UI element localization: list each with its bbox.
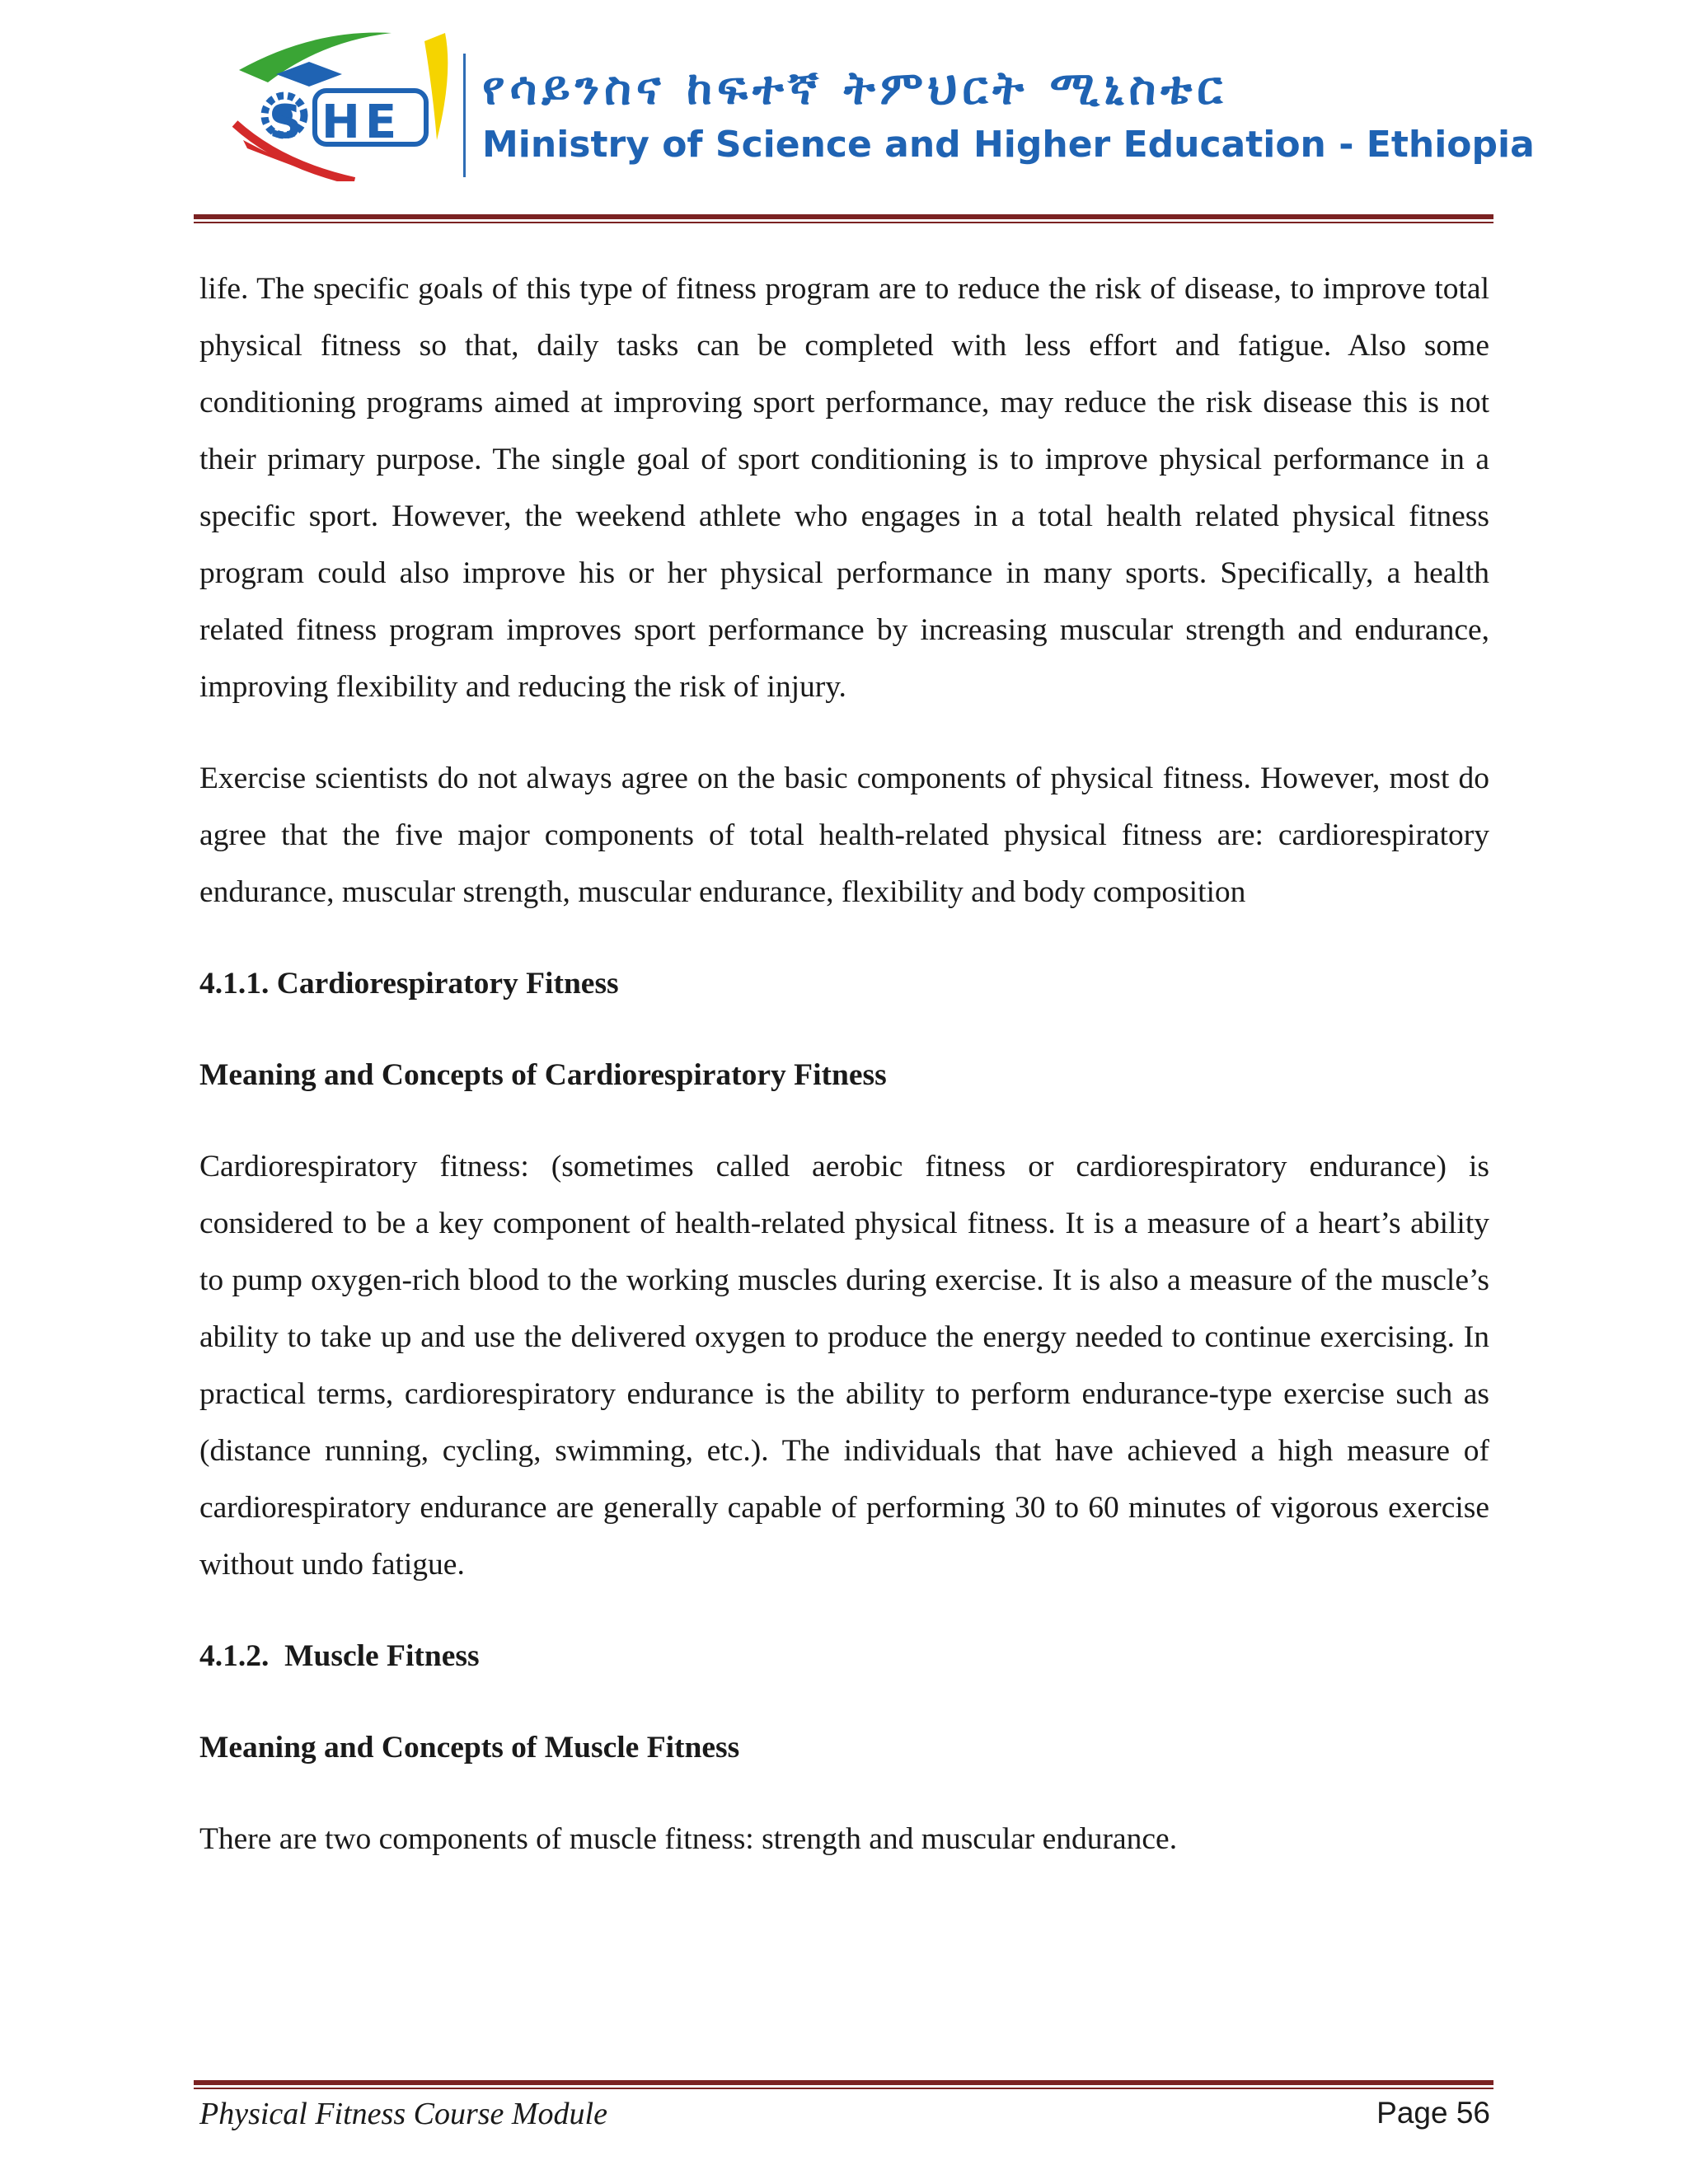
paragraph: life. The specific goals of this type of fitness program are to reduce the risk of disease, to improve total physical fitness so that, daily tasks can be completed with less effort and fatigue. Also some conditioning programs aimed at improving sport performance, may reduce the risk disease this is not their primary purpose. The single goal of sport conditioning is to improve physical performance in a specific sport. However, the weekend athlete who engages in a total health related physical fitness program could also improve his or her physical performance in many sports. Specifically, a health related fitness program improves sport performance by increasing muscular strength and endurance, improving flexibility and reducing the risk of injury. bbox=[199, 272, 1489, 704]
section-title: Cardiorespiratory Fitness bbox=[276, 967, 619, 1001]
ministry-logo bbox=[198, 25, 453, 181]
footer-rule bbox=[194, 2080, 1493, 2085]
subsection-heading: Meaning and Concepts of Cardiorespiratory Fitness bbox=[199, 1058, 887, 1092]
page-content bbox=[199, 260, 1489, 1868]
subsection-heading: Meaning and Concepts of Muscle Fitness bbox=[199, 1731, 740, 1765]
section-title: Muscle Fitness bbox=[284, 1639, 480, 1673]
header-rule bbox=[194, 214, 1493, 219]
paragraph: Exercise scientists do not always agree on the basic components of physical fitness. However, most do agree that the five major components of total health-related physical fitness are: cardiorespiratory endurance, muscular strength, muscular endurance, flexibility and body composition bbox=[199, 762, 1489, 909]
footer-rule-thin bbox=[194, 2088, 1493, 2089]
section-number: 4.1.1. bbox=[199, 967, 270, 1001]
paragraph: Cardiorespiratory fitness: (sometimes called aerobic fitness or cardiorespiratory endurance) is considered to be a key component of health-related physical fitness. It is a measure of a heart’s ability to pump oxygen-rich blood to the working muscles during exercise. It is also a measure of the muscle’s ability to take up and use the delivered oxygen to produce the energy needed to continue exercising. In practical terms, cardiorespiratory endurance is the ability to perform endurance-type exercise such as (distance running, cycling, swimming, etc.). The individuals that have achieved a high measure of cardiorespiratory endurance are generally capable of performing 30 to 60 minutes of vigorous exercise without undo fatigue. bbox=[199, 1150, 1489, 1582]
paragraph: There are two components of muscle fitness: strength and muscular endurance. bbox=[199, 1822, 1178, 1856]
header-divider bbox=[463, 54, 466, 177]
ministry-title: Ministry of Science and Higher Education - Ethiopia bbox=[482, 124, 1535, 166]
footer-module-title: Physical Fitness Course Module bbox=[199, 2097, 607, 2131]
page-number: Page 56 bbox=[1376, 2096, 1490, 2130]
logo-text: HE bbox=[321, 96, 402, 149]
section-heading bbox=[199, 1628, 1489, 1685]
section-heading bbox=[199, 955, 1489, 1012]
section-number: 4.1.2. bbox=[199, 1639, 270, 1673]
amharic-title: የሳይንስና ከፍተኛ ትምህርት ሚኒስቴር bbox=[482, 62, 1228, 115]
page-header bbox=[198, 16, 1535, 173]
header-rule-thin bbox=[194, 222, 1493, 223]
svg-text:S: S bbox=[269, 96, 302, 149]
